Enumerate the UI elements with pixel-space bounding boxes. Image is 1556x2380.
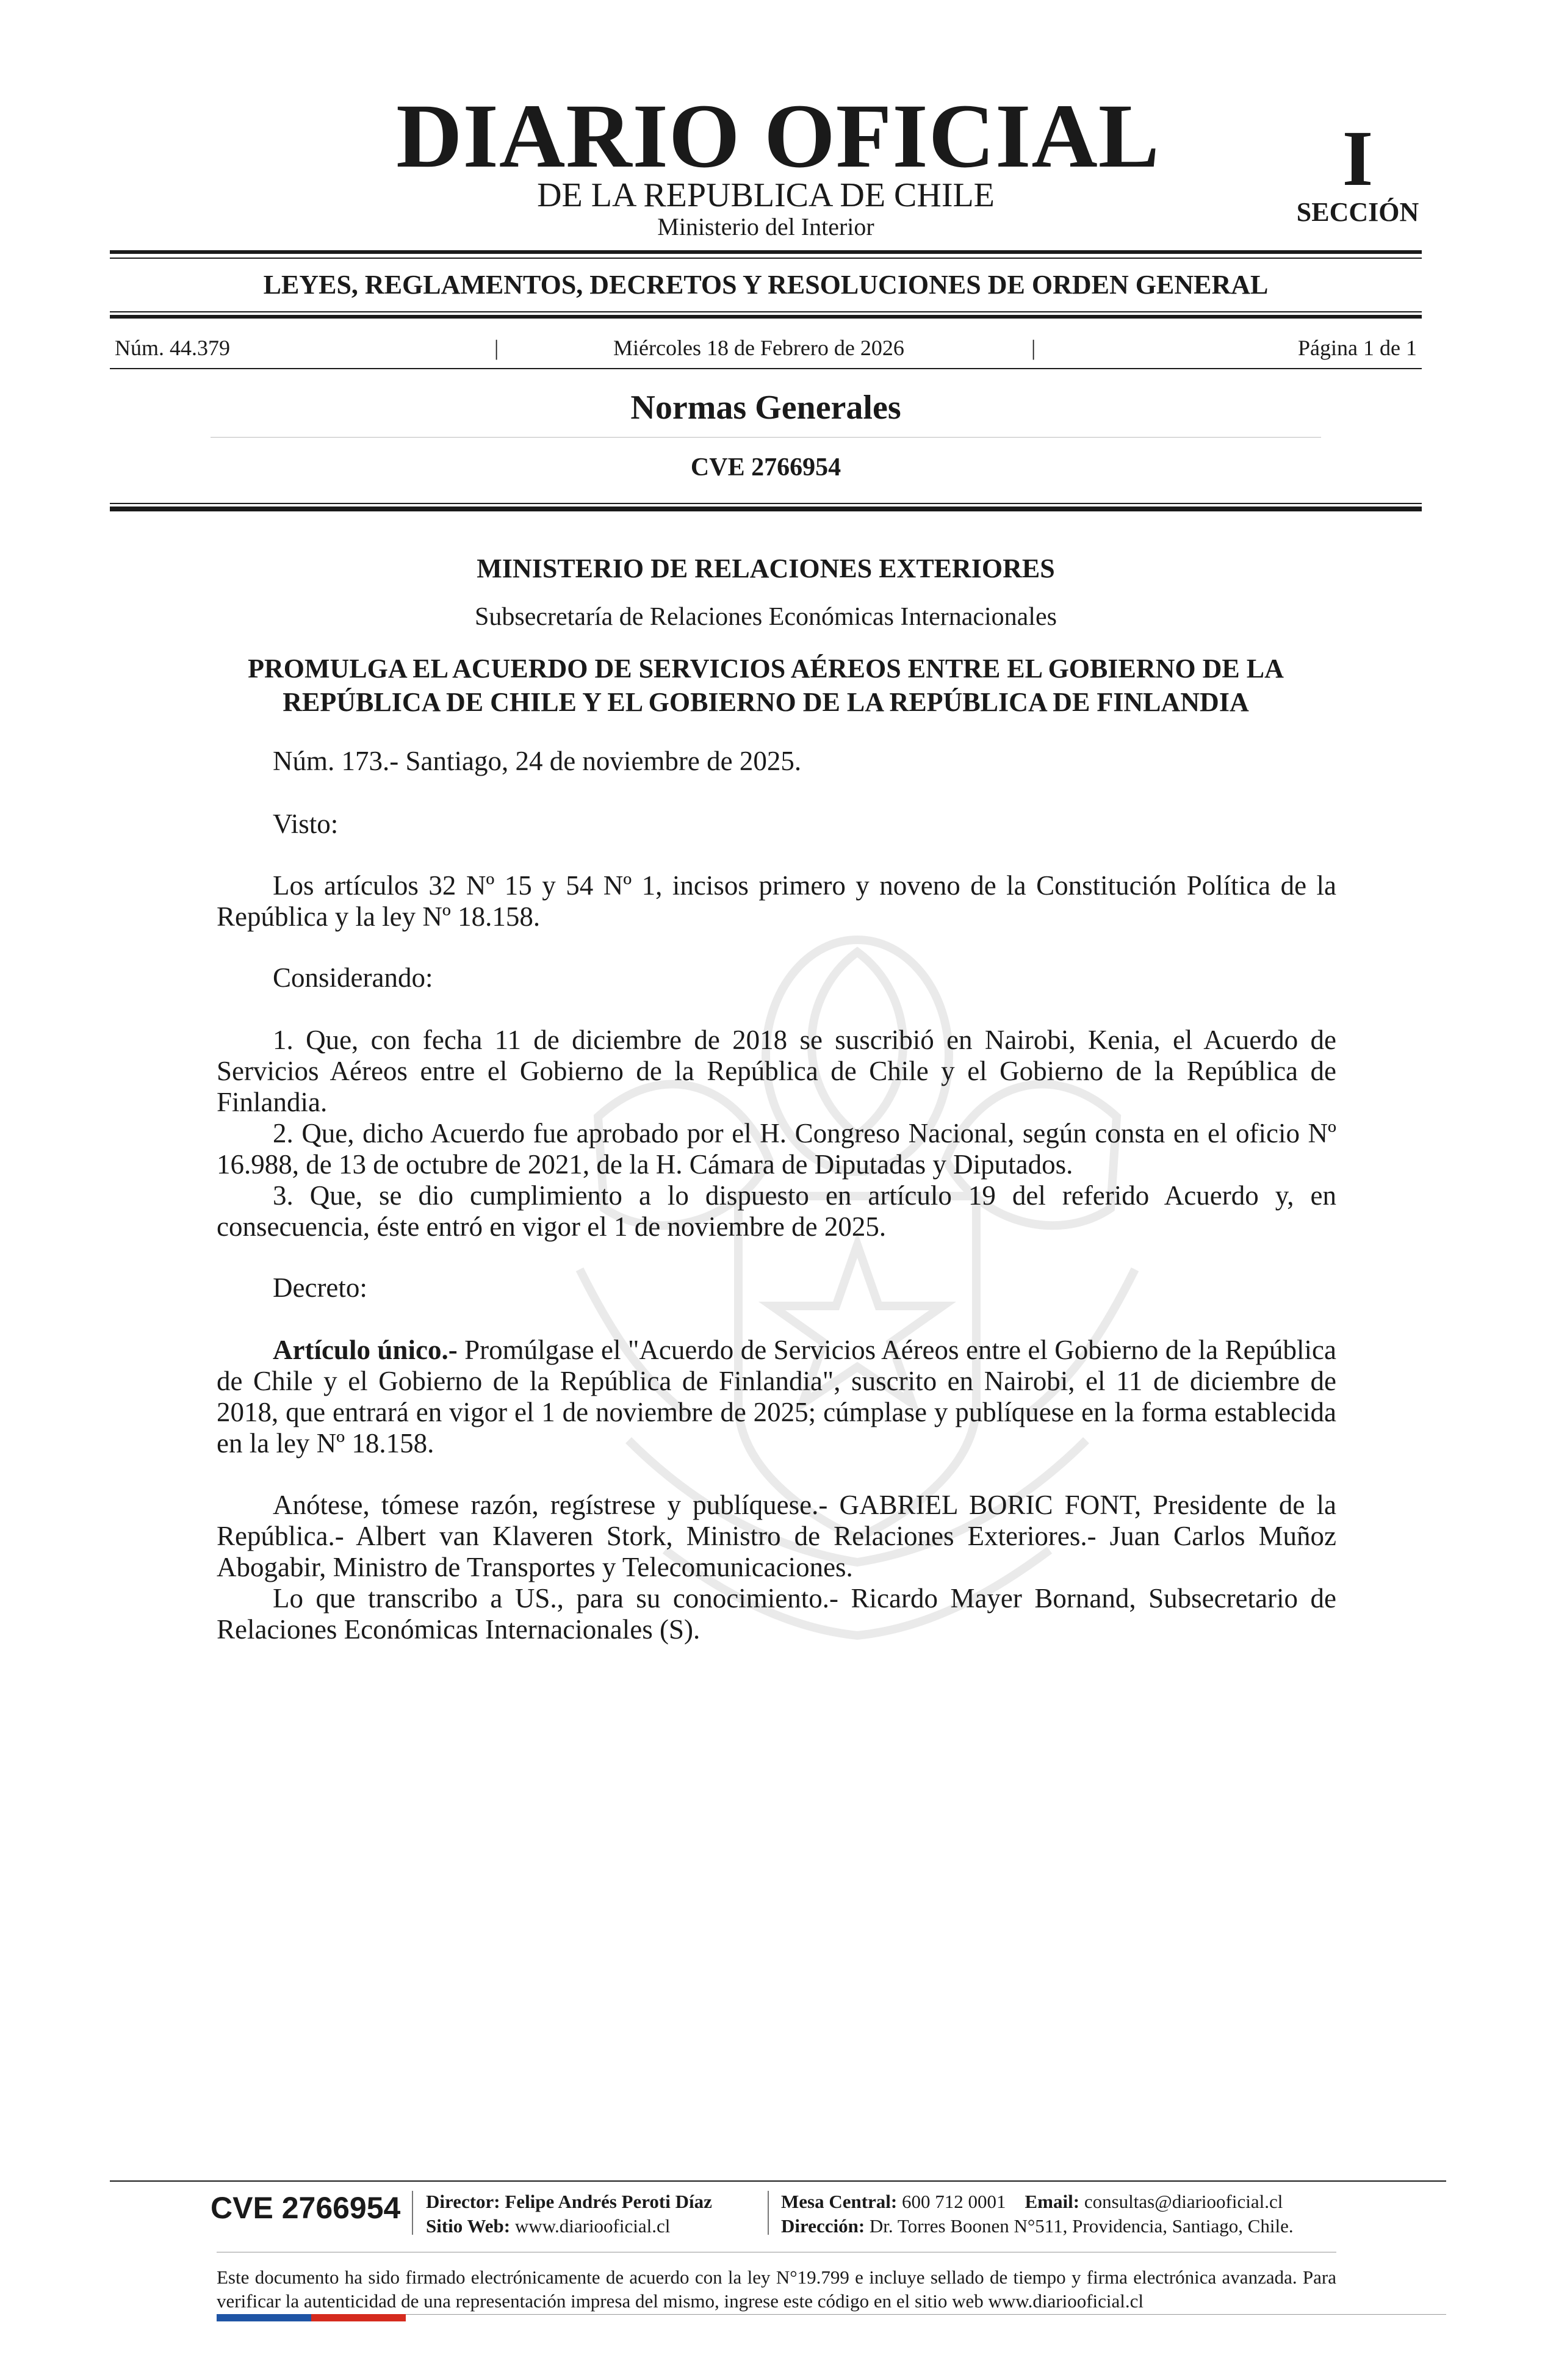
articulo-label: Artículo único.-	[273, 1335, 458, 1365]
address-text: Dr. Torres Boonen N°511, Providencia, Santiago, Chile.	[869, 2215, 1294, 2237]
email-link[interactable]: consultas@diariooficial.cl	[1084, 2191, 1283, 2212]
decree-number-line: Núm. 173.- Santiago, 24 de noviembre de 2025.	[273, 746, 802, 776]
closing-paragraph: Anótese, tómese razón, regístrese y publíquese.- GABRIEL BORIC FONT, Presidente de la República.- Albert van Klaveren Stork, Ministro de Relaciones Exteriores.- Juan Carlos Muñoz Abogabir, Ministro de Transportes y Telecomunicaciones.	[217, 1490, 1336, 1582]
masthead-rule-thin	[110, 258, 1422, 259]
newspaper-title: DIARIO OFICIAL	[396, 85, 1160, 187]
visto-heading: Visto:	[273, 809, 339, 839]
footer-divider	[412, 2191, 413, 2235]
footer-contact-block	[781, 2190, 1294, 2238]
articulo-unico	[217, 1335, 1336, 1459]
footer-rule	[110, 2180, 1446, 2182]
transcription-paragraph: Lo que transcribo a US., para su conocimiento.- Ricardo Mayer Bornand, Subsecretario de Relaciones Económicas Internacionales (S).	[217, 1583, 1336, 1645]
email-label: Email:	[1025, 2191, 1080, 2212]
category-heading: LEYES, REGLAMENTOS, DECRETOS Y RESOLUCIONES DE ORDEN GENERAL	[263, 270, 1269, 300]
section-number: I	[1342, 115, 1374, 203]
address-label: Dirección:	[781, 2215, 865, 2237]
category-rule-thin	[110, 311, 1422, 312]
footer-verification-note: Este documento ha sido firmado electrónicamente de acuerdo con la ley N°19.799 e incluye sellado de tiempo y firma electrónica avanzada. Para verificar la autenticidad de una representación impresa del mismo, ingrese este código en el sitio web www.diariooficial.cl	[217, 2266, 1336, 2312]
articulo-text: Promúlgase el "Acuerdo de Servicios Aéreos entre el Gobierno de la República de Chile y el Gobierno de la República de Finlandia", suscrito en Nairobi, el 11 de diciembre de 2018, que entrará en vigor el 1 de noviembre de 2025; cúmplase y publíquese en la forma establecida en la ley Nº 18.158.	[217, 1335, 1336, 1459]
desk-phone: 600 712 0001	[902, 2191, 1006, 2212]
desk-label: Mesa Central:	[781, 2191, 898, 2212]
director-label: Director:	[426, 2191, 500, 2212]
section-label: SECCIÓN	[1296, 197, 1419, 227]
considerando-item: 2. Que, dicho Acuerdo fue aprobado por el H. Congreso Nacional, según consta en el oficio Nº 16.988, de 13 de octubre de 2021, de la H. Cámara de Diputadas y Diputados.	[217, 1118, 1336, 1180]
footer-director-block	[426, 2190, 712, 2238]
section-title-rule	[211, 437, 1321, 438]
issue-rule	[110, 368, 1422, 369]
visto-text: Los artículos 32 Nº 15 y 54 Nº 1, incisos primero y noveno de la Constitución Política de la República y la ley Nº 18.158.	[217, 870, 1336, 932]
footer-divider	[768, 2191, 769, 2235]
document-subsecretariat: Subsecretaría de Relaciones Económicas Internacionales	[475, 603, 1057, 631]
issue-page: Página 1 de 1	[1298, 336, 1417, 360]
issue-number: Núm. 44.379	[115, 336, 230, 360]
category-rule-thick	[110, 315, 1422, 319]
section-title: Normas Generales	[630, 389, 901, 427]
masthead-rule-thick	[110, 250, 1422, 254]
header-rule-thick	[110, 507, 1422, 511]
issue-separator: |	[494, 336, 499, 360]
flag-stripe-red	[311, 2314, 406, 2321]
issue-date: Miércoles 18 de Febrero de 2026	[613, 336, 904, 360]
cve-code: CVE 2766954	[690, 453, 841, 481]
footer-cve-code: CVE 2766954	[211, 2191, 401, 2225]
newspaper-ministry: Ministerio del Interior	[657, 213, 874, 240]
decreto-heading: Decreto:	[273, 1272, 367, 1303]
site-link[interactable]: www.diariooficial.cl	[514, 2215, 671, 2237]
document-ministry: MINISTERIO DE RELACIONES EXTERIORES	[477, 554, 1055, 583]
document-title: PROMULGA EL ACUERDO DE SERVICIOS AÉREOS ENTRE EL GOBIERNO DE LA REPÚBLICA DE CHILE Y EL GOBIERNO DE LA REPÚBLICA DE FINLANDIA	[248, 654, 1284, 717]
director-name: Felipe Andrés Peroti Díaz	[505, 2191, 712, 2212]
considerando-item: 1. Que, con fecha 11 de diciembre de 2018 se suscribió en Nairobi, Kenia, el Acuerdo de Servicios Aéreos entre el Gobierno de la República de Chile y el Gobierno de la República de Finlandia.	[217, 1025, 1336, 1117]
considerando-heading: Considerando:	[273, 962, 433, 993]
issue-separator: |	[1031, 336, 1036, 360]
considerando-item: 3. Que, se dio cumplimiento a lo dispuesto en artículo 19 del referido Acuerdo y, en consecuencia, éste entró en vigor el 1 de noviembre de 2025.	[217, 1180, 1336, 1242]
issue-info-row	[110, 333, 1422, 363]
header-rule-thin	[110, 503, 1422, 504]
site-label: Sitio Web:	[426, 2215, 511, 2237]
flag-stripe-blue	[217, 2314, 311, 2321]
newspaper-subtitle: DE LA REPUBLICA DE CHILE	[537, 176, 995, 214]
